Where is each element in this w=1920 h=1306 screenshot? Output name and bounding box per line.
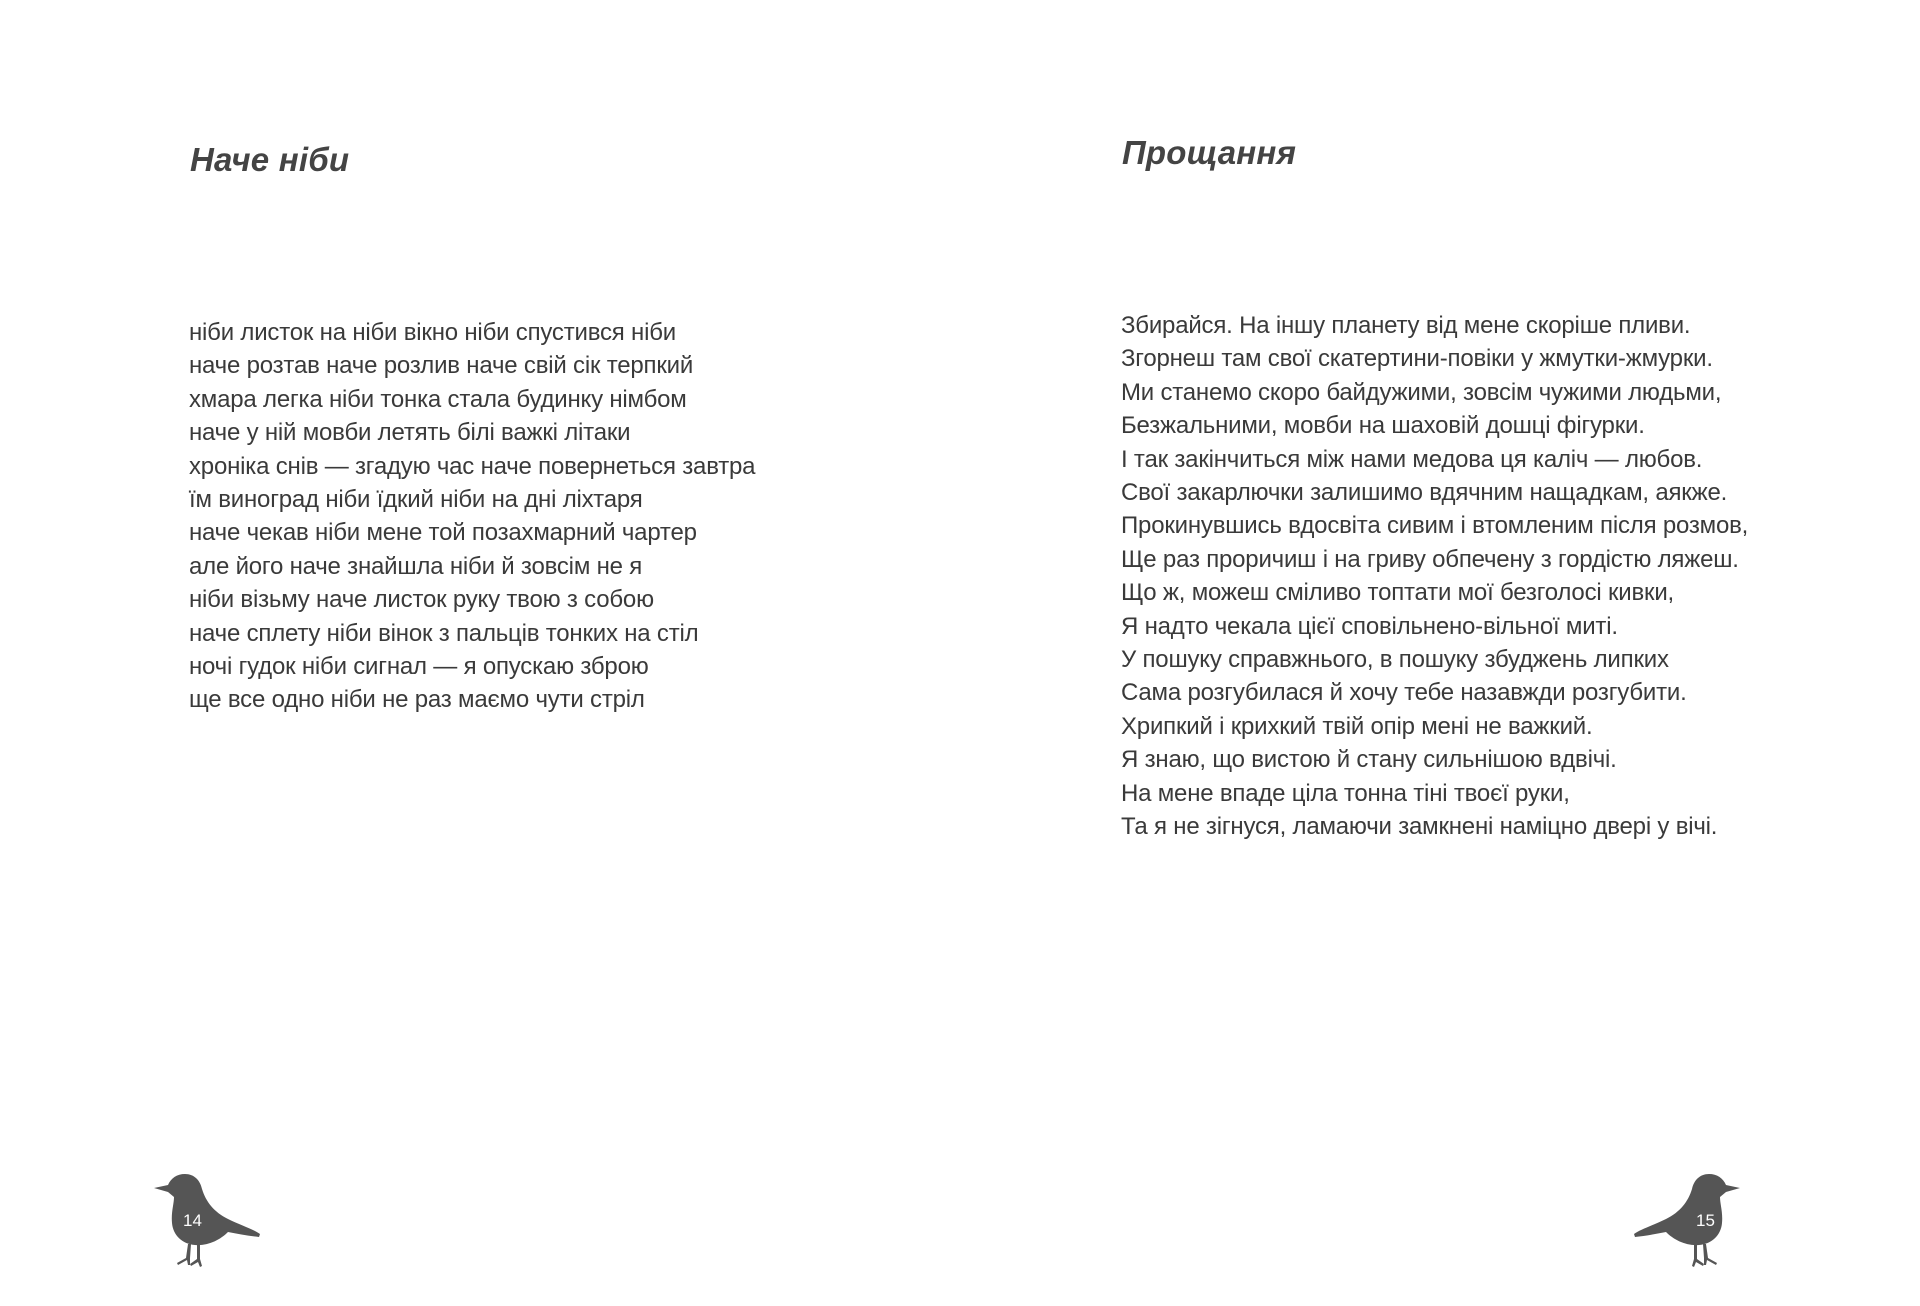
page-number: 14 [183, 1211, 202, 1230]
poem-line: наче у ній мовби летять білі важкі літаки [189, 419, 631, 447]
poem-line: Що ж, можеш сміливо топтати мої безголосі кивки, [1121, 579, 1675, 607]
poem-title: Наче ніби [190, 141, 350, 178]
poem-line: Безжальними, мовби на шаховій дошці фігурки. [1121, 412, 1645, 440]
poem-line: Я надто чекала цієї сповільнено-вільної миті. [1121, 612, 1618, 640]
poem-line: Збирайся. На іншу планету від мене скоріше пливи. [1121, 312, 1691, 339]
poem-line: хмара легка ніби тонка стала будинку німбом [189, 385, 687, 413]
poem-line: ночі гудок ніби сигнал — я опускаю зброю [189, 653, 649, 681]
poem-line: Ще раз проричиш і на гриву обпечену з гордістю ляжеш. [1121, 545, 1739, 573]
poem-body [189, 316, 755, 717]
poem-line: їм виноград ніби їдкий ніби на дні ліхтаря [189, 486, 643, 514]
poem-line: У пошуку справжнього, в пошуку збуджень липких [1121, 646, 1669, 674]
poem-line: але його наче знайшла ніби й зовсім не я [189, 552, 643, 580]
poem-line: наче сплету ніби вінок з пальців тонких на стіл [189, 619, 699, 647]
poem-line: Згорнеш там свої скатертини-повіки у жмутки-жмурки. [1121, 345, 1713, 373]
right-page [960, 0, 1920, 1306]
poem-line: наче розтав наче розлив наче свій сік терпкий [189, 352, 694, 380]
poem-line: І так закінчиться між нами медова ця каліч — любов. [1121, 445, 1703, 473]
poem-line: ще все одно ніби не раз маємо чути стріл [189, 686, 645, 714]
poem-line: Ми станемо скоро байдужими, зовсім чужими людьми, [1121, 378, 1722, 406]
poem-line: Хрипкий і крихкий твій опір мені не важкий. [1121, 712, 1593, 740]
poem-line: На мене впаде ціла тонна тіні твоєї руки, [1121, 779, 1570, 807]
poem-line: Я знаю, що вистою й стану сильнішою вдвічі. [1121, 746, 1617, 774]
page-marker [150, 1168, 262, 1270]
bird-silhouette-icon [150, 1168, 262, 1270]
poem-line: Прокинувшись вдосвіта сивим і втомленим після розмов, [1121, 512, 1749, 540]
poem-line: наче чекав ніби мене той позахмарний чартер [189, 519, 697, 547]
poem-body [1121, 309, 1748, 844]
poem-line: Та я не зігнуся, ламаючи замкнені наміцно двері у вічі. [1121, 813, 1718, 841]
poem-line: ніби візьму наче листок руку твою з собою [189, 586, 654, 614]
bird-silhouette-icon [1632, 1168, 1744, 1270]
page-marker [1632, 1168, 1744, 1270]
poem-line: ніби листок на ніби вікно ніби спустився ніби [189, 319, 676, 346]
poem-line: хроніка снів — згадую час наче повернеться завтра [189, 452, 756, 480]
poem-title: Прощання [1122, 134, 1297, 171]
poem-line: Свої закарлючки залишимо вдячним нащадкам, аякже. [1121, 479, 1728, 507]
poem-line: Сама розгубилася й хочу тебе назавжди розгубити. [1121, 679, 1687, 707]
page-number: 15 [1696, 1211, 1715, 1230]
